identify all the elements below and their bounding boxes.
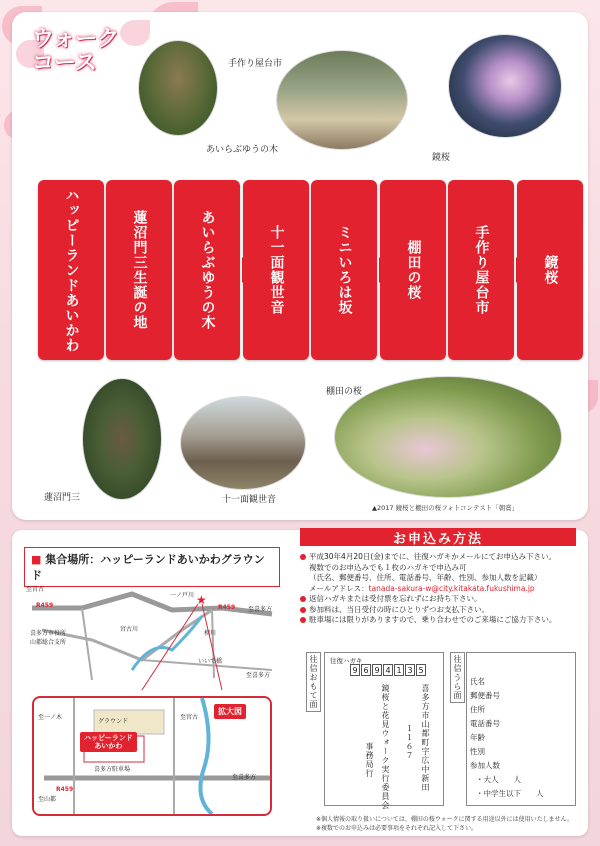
step-kannon: 十一面観世音 [243,180,309,360]
form-field-gender: 性別 [470,747,485,756]
step-aira-tree: あいらぶゆうの木 [174,180,240,360]
zip-digit: 3 [405,664,415,676]
apply-mail: メールアドレス：tanada-sakura-w@city.kitakata.fukushima.jp [309,583,535,593]
apply-item: 返信ハガキまたは受付票を忘れずにお持ち下さい。 [300,594,582,605]
zip-digit: 1 [394,664,404,676]
road-r459 [32,594,272,614]
step-tanada-sakura: 棚田の桜 [380,180,446,360]
destination-address: 喜多方市山都町字広中新田 [421,684,430,792]
map-label: 至喜多方 [232,774,257,781]
caption-aira-tree: あいらぶゆうの木 [206,145,279,155]
destination-number: １１６７ [405,724,414,760]
map-label: 一ノ戸川 [170,592,195,599]
road-branch [82,608,92,680]
outgoing-front-label: 往信おもて面 [306,652,321,712]
square-icon: ■ [31,553,42,566]
map-label: R459 [36,602,54,609]
photo-kannon [180,396,306,490]
map-label: 宮古川 [120,626,139,633]
caption-tanada: 棚田の桜 [326,387,363,397]
map-label: 至宮古 [26,586,45,593]
bullet-icon [300,617,306,623]
mail-address-link[interactable]: tanada-sakura-w@city.kitakata.fukushima.jp [368,583,535,593]
map-label: R459 [218,604,236,611]
map-label: 至一ノ木 [38,714,63,721]
footnote-multiple: ※複数でのお申込みは必要事項をそれぞれ記入して下さい。 [316,825,478,832]
caption-kannon: 十一面観世音 [222,495,277,505]
map-label: 至喜多方 [248,606,273,613]
apply-item: 平成30年4月20日(金)までに、往復ハガキかメールにてお申込み下さい。 [300,552,582,563]
zip-digit: 4 [383,664,393,676]
enlarged-map-badge: 拡大図 [214,704,246,719]
bullet-icon [300,596,306,602]
destination-org: 鏡桜と花見ウォーク実行委員会 [381,684,390,810]
step-kagami-sakura: 鏡桜 [517,180,583,360]
map-label: いいで橋 [198,658,223,665]
form-field-address: 住所 [470,705,485,714]
road-branch [212,610,214,678]
map-label: R459 [56,786,74,793]
bullet-icon [300,554,306,560]
apply-item: 駐車場には限りがありますので、乗り合わせでのご来場にご協力下さい。 [300,615,582,626]
zip-digit: 5 [416,664,426,676]
zip-code-boxes [350,664,426,676]
footnote-privacy: ※個人情報の取り扱いについては、棚田の桜ウォークに関する用途以外には使用いたしません。 [316,816,574,823]
photo-tanada-sakura [334,376,562,498]
bullet-icon [300,607,306,613]
apply-item-sub: 複数でのお申込みでも１枚のハガキで申込み可 [309,562,467,572]
map-label: 喜多方市役所 山都総合支所 [30,630,67,646]
destination-office: 事務局行 [365,742,374,778]
map-label: 至山都 [38,796,57,803]
form-field-adult: ・大人 人 [476,775,521,784]
form-field-zip: 郵便番号 [470,691,500,700]
callout-line [142,604,222,690]
map-label: 相川 [204,630,217,637]
inset-map [32,696,272,816]
contest-note: ▲2017 鏡桜と棚田の桜フォトコンテスト「朝賞」 [372,504,519,512]
zip-digit: 9 [350,664,360,676]
caption-kagami: 鏡桜 [432,153,451,163]
river [200,698,212,814]
map-label: グラウンド [98,718,129,725]
caption-market: 手作り屋台市 [228,59,283,69]
form-field-name: 氏名 [470,677,485,686]
zip-digit: 6 [361,664,371,676]
map-label: 至喜多方 [246,672,271,679]
form-field-child: ・中学生以下 人 [476,789,544,798]
form-field-participants: 参加人数 [470,761,500,770]
walk-course-title: ウォーク コース [32,27,120,76]
form-field-age: 年齢 [470,733,485,742]
postcard-title: 往復ハガキ [330,657,363,665]
step-iroha-slope: ミニいろは坂 [311,180,377,360]
apply-item-fields: （氏名、郵便番号、住所、電話番号、年齢、性別、参加人数を記載） [309,573,542,582]
form-field-phone: 電話番号 [470,719,500,728]
step-happyland: ハッピーランドあいかわ [38,180,104,360]
star-icon: ★ [196,593,207,607]
apply-item: 参加料は、当日受付の時にひとりずつお支払下さい。 [300,605,582,616]
zip-digit: 9 [372,664,382,676]
photo-market [276,50,408,150]
photo-hasunuma-statue [82,378,162,500]
happyland-badge: ハッピーランド あいかわ [80,732,137,752]
apply-instructions [300,552,582,626]
map-label: 喜多方駐車場 [94,766,131,773]
map-label: 至宮古 [180,714,199,721]
step-market: 手作り屋台市 [448,180,514,360]
apply-method-title: お申込み方法 [300,528,576,546]
caption-hasunuma: 蓮沼門三 [44,493,81,503]
photo-aira-tree [138,40,218,136]
photo-kagami-sakura [448,34,562,138]
step-hasunuma-birthplace: 蓮沼門三生誕の地 [106,180,172,360]
reply-back-label: 往信うら面 [450,652,465,703]
meeting-place-title: ■ 集合場所：ハッピーランドあいかわグラウンド [24,547,280,587]
